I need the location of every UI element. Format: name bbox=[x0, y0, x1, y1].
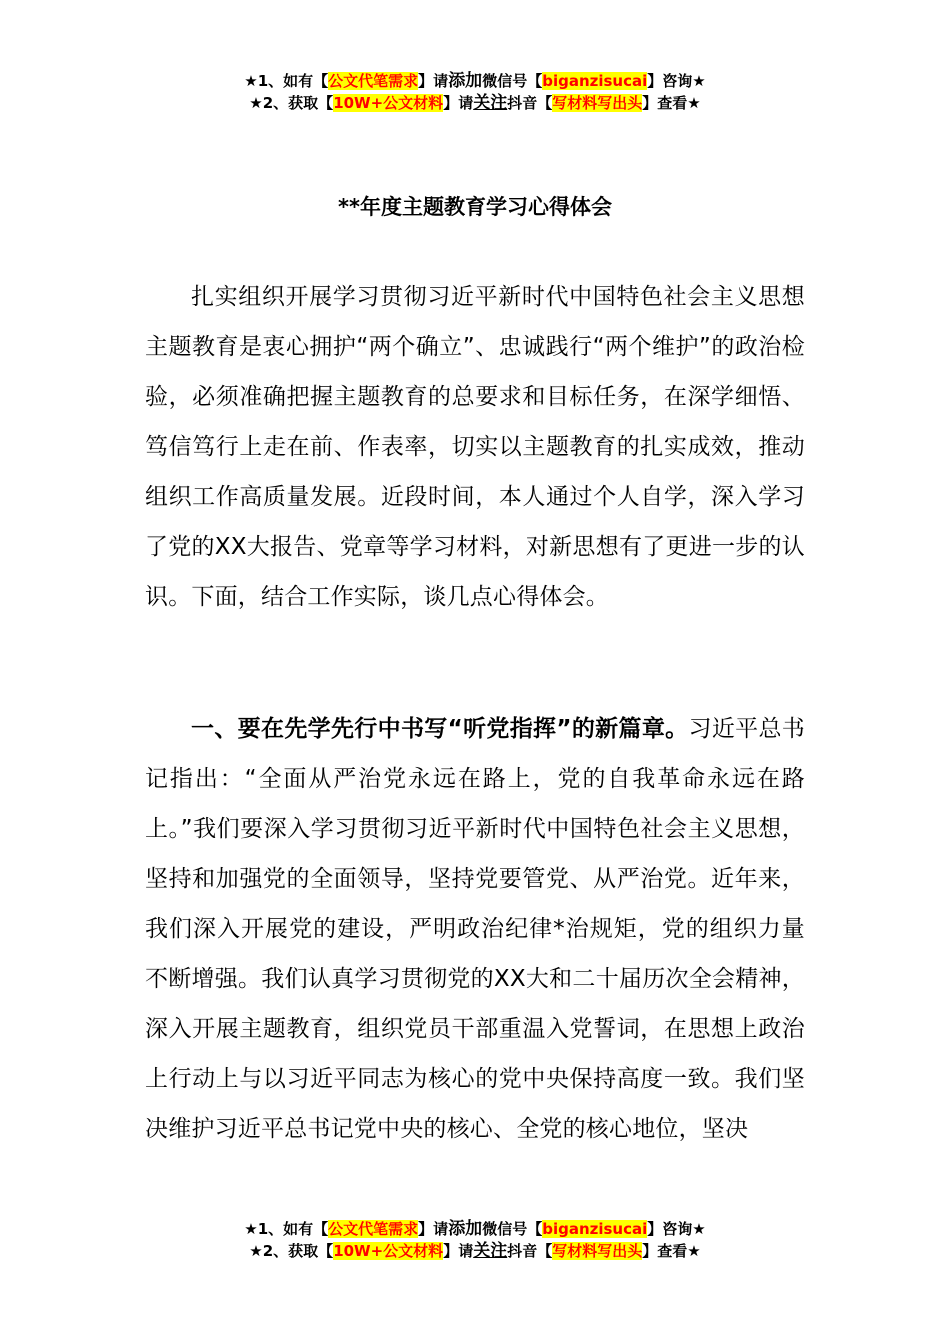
promo-text: ★2、获取【 bbox=[249, 1242, 334, 1260]
promo-text: 】咨询★ bbox=[647, 1220, 706, 1238]
promo-line-1 bbox=[0, 1218, 950, 1240]
intro-paragraph: 扎实组织开展学习贯彻习近平新时代中国特色社会主义思想主题教育是衷心拥护“两个确立”、忠诚践行“两个维护”的政治检验，必须准确把握主题教育的总要求和目标任务，在深学细悟、笃信笃行上走在前、作表率，切实以主题教育的扎实成效，推动组织工作高质量发展。近段时间，本人通过个人自学，深入学习了党的XX大报告、党章等学习材料，对新思想有了更进一步的认识。下面，结合工作实际，谈几点心得体会。 bbox=[145, 284, 805, 610]
promo-text: 】查看★ bbox=[642, 94, 701, 112]
promo-text: 】请 bbox=[443, 1242, 474, 1260]
promo-line-1 bbox=[0, 70, 950, 92]
wechat-id-highlight: biganzisucai bbox=[542, 1220, 648, 1238]
promo-line-2 bbox=[0, 1240, 950, 1262]
promo-text: 】咨询★ bbox=[647, 72, 706, 90]
promo-highlight: 10W+公文材料 bbox=[333, 94, 444, 112]
promo-text: ★1、如有【 bbox=[244, 1220, 329, 1238]
promo-text: ★2、获取【 bbox=[249, 94, 334, 112]
promo-text: 抖音【 bbox=[507, 1242, 553, 1260]
section-one-paragraph bbox=[145, 704, 805, 1154]
promo-emphasis: 关注 bbox=[473, 1241, 508, 1261]
intro-paragraph-block bbox=[145, 272, 805, 622]
footer-promo-banner bbox=[0, 1218, 950, 1262]
promo-text: 微信号【 bbox=[482, 1220, 543, 1238]
promo-text: 】查看★ bbox=[642, 1242, 701, 1260]
promo-text: ★1、如有【 bbox=[244, 72, 329, 90]
promo-highlight: 公文代笔需求 bbox=[328, 1220, 419, 1238]
promo-emphasis: 添加 bbox=[448, 1219, 483, 1239]
promo-emphasis: 添加 bbox=[448, 71, 483, 91]
promo-text: 】请 bbox=[418, 1220, 449, 1238]
promo-text: 抖音【 bbox=[507, 94, 553, 112]
section-one-body: 习近平总书记指出：“全面从严治党永远在路上，党的自我革命永远在路上。”我们要深入学习贯彻习近平新时代中国特色社会主义思想，坚持和加强党的全面领导，坚持党要管党、从严治党。近年来，我们深入开展党的建设，严明政治纪律*治规矩，党的组织力量不断增强。我们认真学习贯彻党的XX大和二十届历次全会精神，深入开展主题教育，组织党员干部重温入党誓词，在思想上政治上行动上与以习近平同志为核心的党中央保持高度一致。我们坚决维护习近平总书记党中央的核心、全党的核心地位，坚决 bbox=[145, 716, 805, 1142]
promo-text: 】请 bbox=[418, 72, 449, 90]
wechat-id-highlight: biganzisucai bbox=[542, 72, 648, 90]
section-one-block bbox=[145, 704, 805, 1196]
promo-emphasis: 关注 bbox=[473, 93, 508, 113]
section-one-heading: 一、要在先学先行中书写“听党指挥”的新篇章。 bbox=[191, 716, 689, 742]
promo-highlight: 公文代笔需求 bbox=[328, 72, 419, 90]
header-promo-banner bbox=[0, 70, 950, 114]
promo-highlight: 10W+公文材料 bbox=[333, 1242, 444, 1260]
promo-text: 】请 bbox=[443, 94, 474, 112]
douyin-name-highlight: 写材料写出头 bbox=[552, 1242, 643, 1260]
document-title: **年度主题教育学习心得体会 bbox=[338, 195, 612, 219]
douyin-name-highlight: 写材料写出头 bbox=[552, 94, 643, 112]
promo-text: 微信号【 bbox=[482, 72, 543, 90]
promo-line-2 bbox=[0, 92, 950, 114]
